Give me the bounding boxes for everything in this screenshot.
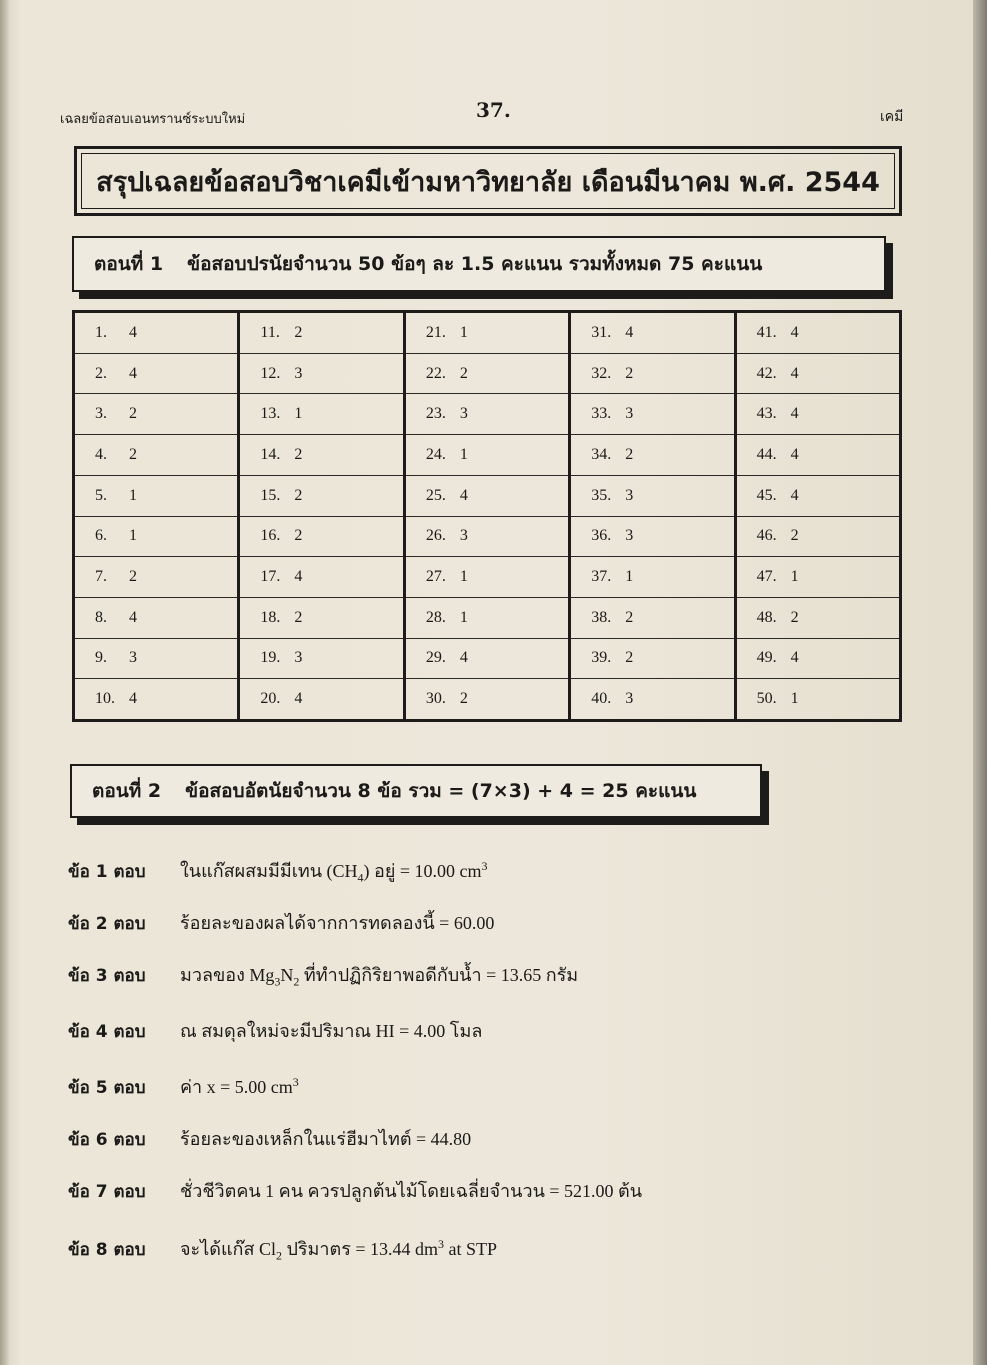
- answer-line: ข้อ 4 ตอบ ณ สมดุลใหม่จะมีปริมาณ HI = 4.00 โมล: [68, 1021, 483, 1042]
- part1-description: ข้อสอบปรนัยจำนวน 50 ข้อๆ ละ 1.5 คะแนน รวมทั้งหมด 75 คะแนน: [187, 253, 763, 275]
- answer-cell: 21. 1: [406, 313, 568, 354]
- answer-cell: 9. 3: [75, 639, 237, 680]
- answer-line: ข้อ 6 ตอบ ร้อยละของเหล็กในแร่ฮีมาไทต์ = 44.80: [68, 1129, 472, 1150]
- answer-cell: 46. 2: [737, 517, 899, 558]
- page-number: 37.: [476, 98, 511, 122]
- page-title: สรุปเฉลยข้อสอบวิชาเคมีเข้ามหาวิทยาลัย เดือนมีนาคม พ.ศ. 2544: [81, 153, 895, 209]
- answer-cell: 12. 3: [240, 354, 402, 395]
- answer-cell: 31. 4: [571, 313, 733, 354]
- answer-cell: 5. 1: [75, 476, 237, 517]
- answer-column: [406, 313, 571, 719]
- answer-cell: 13. 1: [240, 394, 402, 435]
- answer-cell: 23. 3: [406, 394, 568, 435]
- answer-cell: 40. 3: [591, 690, 634, 708]
- answer-cell: 37. 1: [571, 557, 733, 598]
- answer-cell: 19. 3: [240, 639, 402, 680]
- answer-cell: 10. 4: [95, 690, 137, 708]
- answer-cell: 22. 2: [406, 354, 568, 395]
- answer-line: ข้อ 2 ตอบ ร้อยละของผลได้จากการทดลองนี้ = 60.00: [68, 913, 495, 934]
- answer-cell: 41. 4: [737, 313, 899, 354]
- answer-cell: 50. 1: [756, 690, 799, 708]
- answer-cell: 48. 2: [737, 598, 899, 639]
- answer-cell: 4. 2: [75, 435, 237, 476]
- answer-cell: 20. 4: [260, 690, 303, 708]
- answer-cell: 18. 2: [240, 598, 402, 639]
- answer-cell: 27. 1: [406, 557, 568, 598]
- answer-cell: 47. 1: [737, 557, 899, 598]
- answer-cell: 36. 3: [571, 517, 733, 558]
- running-header-left: เฉลยข้อสอบเอนทรานซ์ระบบใหม่: [60, 112, 246, 127]
- answer-cell: 38. 2: [571, 598, 733, 639]
- answer-line: ข้อ 3 ตอบ มวลของ $Mg_3N_2$ ที่ทำปฏิกิริยาพอดีกับน้ำ = 13.65 กรัม: [68, 965, 579, 989]
- answer-cell: 8. 4: [75, 598, 237, 639]
- part2-heading: [70, 764, 762, 818]
- part1-heading: [72, 236, 886, 292]
- answer-cell: 11. 2: [240, 313, 402, 354]
- answer-cell: 33. 3: [571, 394, 733, 435]
- answer-line: ข้อ 1 ตอบ ในแก๊สผสมมีมีเทน $(CH_4)$ อยู่ = 10.00 $cm^3$: [68, 859, 488, 885]
- answer-column: [75, 313, 240, 719]
- answer-cell: 29. 4: [406, 639, 568, 680]
- answer-cell: 16. 2: [240, 517, 402, 558]
- answer-grid: [72, 310, 902, 722]
- answer-column: [571, 313, 736, 719]
- answer-line: ข้อ 7 ตอบ ชั่วชีวิตคน 1 คน ควรปลูกต้นไม้โดยเฉลี่ยจำนวน = 521.00 ต้น: [68, 1181, 643, 1202]
- answer-cell: 49. 4: [737, 639, 899, 680]
- answer-cell: 32. 2: [571, 354, 733, 395]
- page-edge-shadow: [0, 0, 10, 1365]
- part1-label: ตอนที่ 1: [94, 253, 164, 275]
- answer-cell: 3. 2: [75, 394, 237, 435]
- answer-cell: 24. 1: [406, 435, 568, 476]
- book-spine-edge: [973, 0, 987, 1365]
- answer-cell: 6. 1: [75, 517, 237, 558]
- answer-cell: 17. 4: [240, 557, 402, 598]
- part2-label: ตอนที่ 2: [92, 780, 162, 802]
- answer-cell: 14. 2: [240, 435, 402, 476]
- answer-cell: 39. 2: [571, 639, 733, 680]
- answer-cell: 35. 3: [571, 476, 733, 517]
- answer-cell: 25. 4: [406, 476, 568, 517]
- answer-cell: 7. 2: [75, 557, 237, 598]
- answer-cell: 26. 3: [406, 517, 568, 558]
- answer-line: ข้อ 8 ตอบ จะได้แก๊ส $Cl_2$ ปริมาตร = 13.44 $dm^3$ at STP: [68, 1237, 498, 1263]
- answer-cell: 42. 4: [737, 354, 899, 395]
- answer-cell: 28. 1: [406, 598, 568, 639]
- answer-cell: 44. 4: [737, 435, 899, 476]
- answer-column: [737, 313, 899, 719]
- part2-description: ข้อสอบอัตนัยจำนวน 8 ข้อ รวม = (7×3) + 4 = 25 คะแนน: [185, 780, 697, 802]
- answer-cell: 34. 2: [571, 435, 733, 476]
- answer-column: [240, 313, 405, 719]
- answer-cell: 45. 4: [737, 476, 899, 517]
- answer-cell: 1. 4: [75, 313, 237, 354]
- answer-line: ข้อ 5 ตอบ ค่า x = 5.00 $cm^3$: [68, 1075, 299, 1098]
- answer-cell: 15. 2: [240, 476, 402, 517]
- running-header-right: เคมี: [880, 109, 904, 125]
- answer-cell: 43. 4: [737, 394, 899, 435]
- answer-cell: 2. 4: [75, 354, 237, 395]
- answer-cell: 30. 2: [425, 690, 468, 708]
- title-box: [74, 146, 902, 216]
